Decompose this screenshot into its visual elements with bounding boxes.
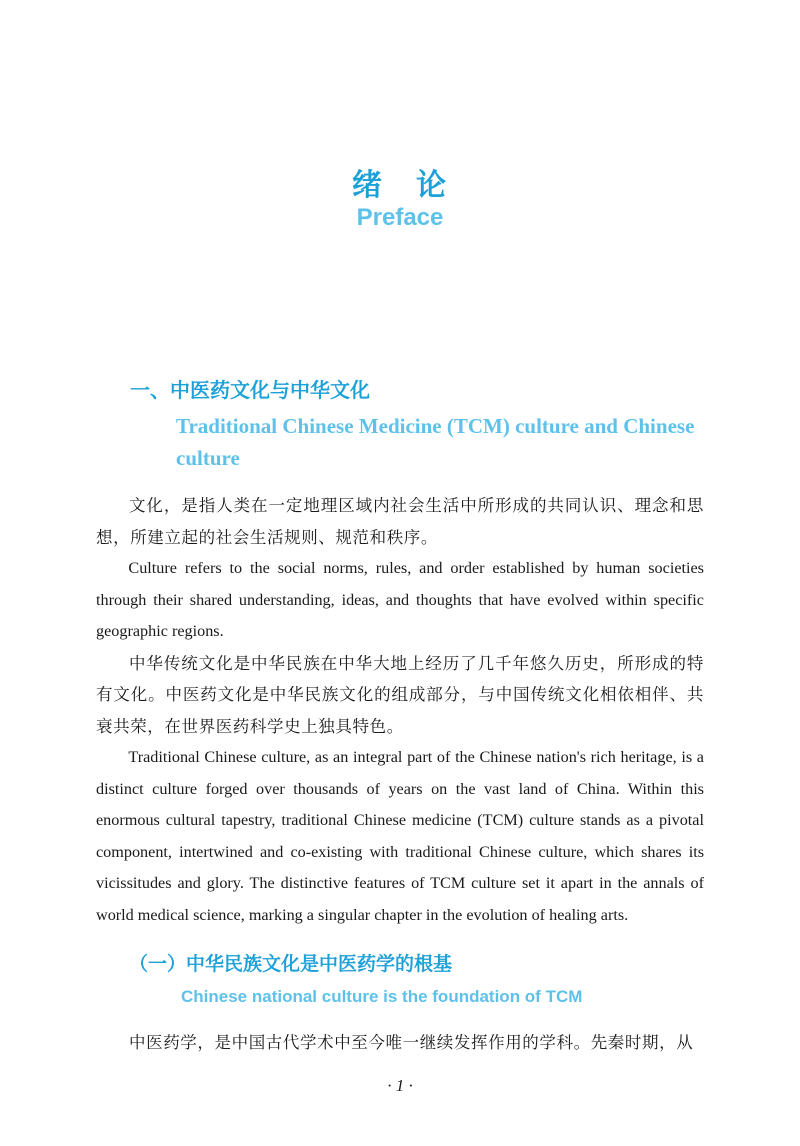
section-heading-1-en: Traditional Chinese Medicine (TCM) culture and Chinese culture [176, 414, 695, 470]
body-text [96, 490, 704, 1059]
paragraph-en-2: Traditional Chinese culture, as an integral part of the Chinese nation's rich heritage, is a distinct culture forged over thousands of years on the vast land of China. Within this enormous cultural tapestry, traditional Chinese medicine (TCM) culture stands as a pivotal component, intertwined and co-existing with traditional Chinese culture, which shares its vicissitudes and glory. The distinctive features of TCM culture set it apart in the annals of world medical science, marking a singular chapter in the evolution of healing arts. [96, 748, 704, 924]
section-heading-2-en: Chinese national culture is the foundation of TCM [181, 987, 583, 1006]
chapter-title: 绪 论 [352, 168, 448, 203]
paragraph-cn-1: 文化，是指人类在一定地理区域内社会生活中所形成的共同认识、理念和思想，所建立起的社会生活规则、规范和秩序。 [96, 496, 704, 547]
section-heading-1-cn: 一、中医药文化与中华文化 [130, 378, 370, 402]
section-heading-2 [96, 949, 704, 1011]
page-number: · 1 · [387, 1076, 413, 1095]
paragraph-cn-3: 中医药学，是中国古代学术中至今唯一继续发挥作用的学科。先秦时期，从 [129, 1033, 694, 1052]
paragraph-cn-2: 中华传统文化是中华民族在中华大地上经历了几千年悠久历史，所形成的特有文化。中医药文化是中华民族文化的组成部分，与中国传统文化相依相伴、共衰共荣，在世界医药科学史上独具特色。 [96, 653, 704, 736]
paragraph-en-1: Culture refers to the social norms, rules, and order established by human societies through their shared understanding, ideas, and thoughts that have evolved within specific geographic regions. [96, 559, 704, 640]
section-heading-1 [130, 376, 720, 474]
section-heading-2-cn: （一）中华民族文化是中医药学的根基 [129, 953, 453, 975]
chapter-subtitle: Preface [356, 204, 444, 231]
